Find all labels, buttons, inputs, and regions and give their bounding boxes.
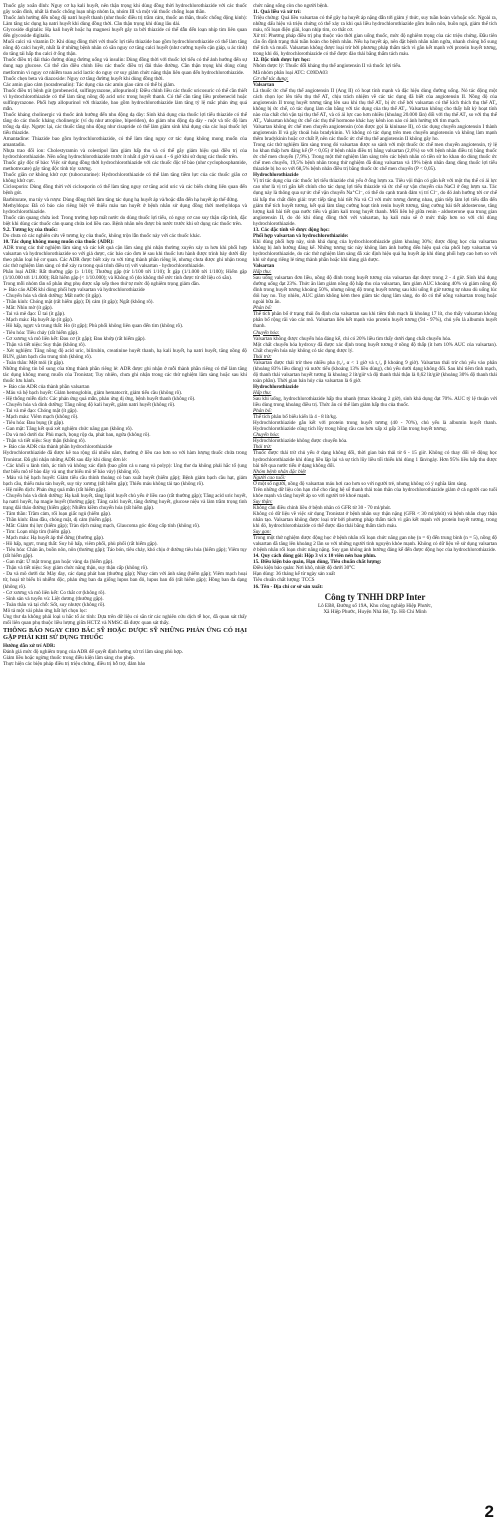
right-column-paragraph: Là thuốc ức chế thụ thể angiotensin II (Ang II) có hoạt tính mạnh và đặc hiệu dùng đường uống. Nó tác động một cách chọn lọc lên tiểu thụ thể AT₁ chịu trách nhiệm về các tác dụng đã biết của angiotensin II. Nồng độ của angiotensin II trong huyết tương tăng lên sau khi thụ thể AT₁ bị ức chế bởi valsartan có thể kích thích thụ thể AT₂ không bị ức chế, có tác dụng làm cân bằng với tác dụng của thụ thể AT₁. Valsartan không cho thấy bất kỳ hoạt tính nào của chất chủ vận tại thụ thể AT₁ và có ái lực cao hơn nhiều (khoảng 20.000 lần) đối với thụ thể AT₁ so với thụ thể AT₂. Valsartan không ức chế các thụ thể hormone khác hay kênh ion nào có ảnh hưởng tới tim mạch. [253, 87, 497, 124]
left-column-paragraph: 9.2. Tương kỵ của thuốc: [3, 226, 58, 233]
left-column-paragraph: - Hô hấp, ngực và trung thất: Ho (ít gặp); Phù phổi không liên quan đến tim (không rõ). [3, 323, 184, 330]
left-column-paragraph: - Xét nghiệm: Tăng nồng độ acid uric, bilirubin, creatinine huyết thanh, hạ kali huyết, hạ natri huyết, tăng nồng độ BUN, giảm bạch cầu trung tính (không rõ). [3, 347, 247, 360]
right-column-paragraph: Nhóm dược lý: Thuốc đối kháng thụ thể angiotensin II và thuốc lợi tiểu. [253, 63, 402, 70]
left-column-paragraph: Ung thư da không phải loại u hắc tố ác tính: Dựa trên dữ liệu có sẵn từ các nghiên cứu dịch tễ học, đã quan sát thấy mối liên quan phụ thuộc liều lượng giữa HCTZ và NMSC đã được quan sát thấy. [3, 613, 247, 626]
left-column-paragraph: Thuốc gây xoắn đỉnh: Nguy cơ hạ kali huyết, nên thận trọng khi dùng đồng thời hydrochlorothiazide với các thuốc gây xoắn đỉnh, nhất là thuốc chống loạn nhịp nhóm Ia, nhóm III và một vài thuốc chống loạn thần. [3, 3, 247, 16]
left-column-paragraph: - Mạch máu: Hạ huyết áp thế đứng (thường gặp). [3, 535, 105, 542]
left-column-paragraph: - Mắt: Giảm thị lực (hiếm gặp); Tràn dịch màng mạch, Glaucoma góc đóng cấp tính (không rõ). [3, 523, 201, 530]
left-column-paragraph: - Tim: Loạn nhịp tim (hiếm gặp). [3, 529, 72, 536]
right-column-paragraph: Hydrochlorothiazide [253, 383, 299, 390]
left-column-paragraph: Hydrochlorothiazide đã được kê toa rộng rãi nhiều năm, thường ở liều cao hơn so với hàm lượng thuốc chứa trong Tronistat. Đã ghi nhận những ADR sau đây khi dùng đơn lẻ: [3, 450, 247, 463]
right-column-paragraph: Valsartan [253, 263, 275, 270]
right-column-paragraph: Thể tích phân bố biểu kiến là 4 - 8 lít/kg. [253, 414, 338, 421]
left-column-paragraph: - Gan mật: Ứ mật trong gan hoặc vàng da (hiếm gặp). [3, 559, 114, 566]
left-column-paragraph: - Thận và tiết niệu: Suy giảm chức năng thận, suy thận cấp (không rõ). [3, 565, 149, 572]
left-column-paragraph: - Các khối u lành tính, ác tính và không xác định (bao gồm cả u nang và polyp): Ung thư da không phải hắc tố (ung thư biểu mô tế bào đáy và ung thư biểu mô tế bào vảy) (không rõ). [3, 462, 247, 475]
left-column-paragraph: ADR trong các thử nghiệm lâm sàng và các kết quả cận lâm sàng ghi nhận thường xuyên xảy ra hơn khi phối hợp valsartan và hydrochlorothiazide so với giả dược, các báo cáo đơn lẻ sau khi thuốc lưu hành được trình bày dưới đây theo phân loại hệ cơ quan. Các ADR được biết xảy ra với từng thành phần riêng lẻ, nhưng chưa được ghi nhận trong các thử nghiệm lâm sàng có thể xảy ra trong quá trình điều trị với valsartan - hydrochlorothiazide. [3, 244, 247, 270]
right-column-paragraph: Thể tích phân bố ở trạng thái ổn định của valsartan sau khi tiêm tĩnh mạch là khoảng 17 lít, cho thấy valsartan không phân bố rộng rãi vào các mô. Valsartan liên kết mạnh vào protein huyết tương (94 - 97%), chủ yếu là albumin huyết thanh. [253, 311, 497, 330]
left-column-paragraph: - Chuyển hóa và dinh dưỡng: Mất nước (ít gặp). [3, 293, 102, 300]
right-column-paragraph: Chuyển hóa: [253, 329, 280, 336]
left-column-paragraph: - Tâm thần: Trầm cảm, rối loạn giấc ngủ (hiếm gặp). [3, 510, 112, 517]
right-column-paragraph: Valsartan được thải trừ theo nhiều pha (t₁/₂ α < 1 giờ và t₁/₂ β khoảng 9 giờ). Valsartan thải trừ chủ yếu vào phân (khoảng 83% liều dùng) và nước tiểu (khoảng 13% liều dùng), chủ yếu dưới dạng không đổi. Sau khi tiêm tĩnh mạch, độ thanh thải valsartan huyết tương là khoảng 2 lít/giờ và độ thanh thải thận là 0,62 lít/giờ (khoảng 30% độ thanh thải toàn phần). Thời gian bán hủy của valsartan là 6 giờ. [253, 359, 497, 384]
right-column-paragraph: Lô EB8, Đường số 19A, Khu công nghiệp Hiệp Phước, [317, 602, 433, 609]
left-column-paragraph: Ciclosporin: Dùng đồng thời với ciclosporin có thể làm tăng nguy cơ tăng acid uric và các biến chứng liên quan đến bệnh gút. [3, 184, 247, 197]
right-column-paragraph: Một chất chuyển hóa hydroxy đã được xác định trong huyết tương ở nồng độ thấp (ít hơn 10% AUC của valsartan). Chất chuyển hóa này không có tác dụng dược lý. [253, 341, 497, 354]
right-column-paragraph: Trong một thử nghiệm được động học ở bệnh nhân rối loạn chức năng gan nhẹ (n = 6) đến trung bình (n = 5), nồng độ valsartan đã tăng lên khoảng 2 lần so với những người tình nguyện khỏe mạnh. Không có dữ liệu về sử dụng valsartan ở bệnh nhân rối loạn chức năng nặng. Suy gan không ảnh hưởng đáng kể đến được động học của hydrochlorothiazide. [253, 535, 497, 554]
right-column-paragraph: Trong các thử nghiệm lâm sàng trong đó valsartan được so sánh với một thuốc ức chế men chuyển angiotensin, tỷ lệ ho khan thấp hơn đáng kể (P < 0,05) ở bệnh nhân điều trị bằng valsartan (2,6%) so với bệnh nhân điều trị bằng thuốc ức chế men chuyển (7,9%). Trong một thử nghiệm lâm sàng trên các bệnh nhân có tiền sử ho khan do dùng thuốc ức chế men chuyển, 19,5% bệnh nhân trong thử nghiệm đã dùng valsartan và 19% bệnh nhân đang dùng thuốc lợi tiểu thiazide bị ho so với 68,5% bệnh nhân điều trị bằng thuốc ức chế men chuyển (P < 0,05). [253, 142, 497, 173]
right-text-column [253, 3, 497, 1503]
left-column-paragraph: - Máu và hệ bạch huyết: Giảm tiểu cầu thỉnh thoảng có ban xuất huyết (hiếm gặp); Bệnh giảm bạch cầu hạt, giảm bạch cầu, thiếu máu tán huyết, suy tủy xương (rất hiếm gặp); Thiếu máu không tái tạo (không rõ). [3, 474, 247, 487]
left-column-paragraph: - Toàn thân và tại chỗ: Sốt, suy nhược (không rõ). [3, 601, 106, 608]
right-column-paragraph: Ở một số người, nồng độ valsartan máu hơi cao hơn so với người trẻ, nhưng không có ý nghĩa lâm sàng. [253, 480, 468, 487]
left-column-paragraph: - Gan mật: Tăng kết quả xét nghiệm chức năng gan (không rõ). [3, 426, 133, 433]
right-column-paragraph: Suy thận: [253, 498, 273, 505]
right-column-paragraph: Hấp thu: [253, 269, 272, 276]
right-column-paragraph: Thải trừ: [253, 353, 272, 360]
left-column-paragraph: Các amin giao cảm (noradrenalin): Tác dụng của các amin giao cảm có thể bị giảm. [3, 81, 176, 88]
left-column-paragraph: Glycoside digitalis: Hạ kali huyết hoặc hạ magnesi huyết gây ra bởi thiazide có thể dẫn đến loạn nhịp tim liên quan đến glycoside digitalis. [3, 27, 247, 40]
left-column-paragraph: - Mạch máu: Viêm mạch (không rõ). [3, 414, 79, 421]
left-column-paragraph: Do chưa có các nghiên cứu về tương kỵ của thuốc, không trộn lẫn thuốc này với các thuốc khác. [3, 232, 202, 239]
left-column-paragraph: - Hô hấp, ngực, trung thất: Suy hô hấp, viêm phổi, phù phổi (rất hiếm gặp). [3, 541, 158, 548]
right-column-paragraph: Cơ chế tác dụng: [253, 75, 289, 82]
right-column-paragraph: Không có dữ liệu về việc sử dụng Tronistat ở bệnh nhân suy thận nặng (GFR < 30 ml/phút) và bệnh nhân chạy thận nhân tạo. Valsartan không được loại trừ bởi phương pháp thẩm tách vì gắn kết mạnh với protein huyết tương, trong khi đó, hydrochlorothiazide có thể được đào thải bằng thẩm tách máu. [253, 510, 497, 530]
right-column-paragraph: Mã nhóm phân loại ATC: C09DA03 [253, 69, 328, 76]
left-column-paragraph: - Hệ thống miễn dịch: Các phản ứng quá mẫn, phản ứng dị ứng, bệnh huyết thanh (không rõ). [3, 396, 196, 403]
left-column-paragraph: Hướng dẫn xử trí ADR: [3, 642, 56, 649]
left-column-paragraph: - Thần kinh: Chóng mặt (rất hiếm gặp); Dị cảm (ít gặp); Ngất (không rõ). [3, 299, 154, 306]
left-column-paragraph: 10. Tác dụng không mong muốn của thuốc (ADR): [3, 238, 114, 245]
left-column-paragraph: ➢ Báo cáo ADR của thành phần valsartan [3, 384, 247, 390]
right-column-paragraph: Triệu chứng: Quá liều valsartan có thể gây hạ huyết áp nặng dẫn tới giảm ý thức, suy tuần hoàn và/hoặc sốc. Ngoài ra, những dấu hiệu và triệu chứng có thể xảy ra khi quá liều hydrochlorothiazide gồm buồn nôn, buồn ngủ, giảm thể tích máu, rối loạn điện giải, loạn nhịp tim, co thắt cơ. [253, 15, 497, 34]
right-column-paragraph: Trên những dữ liệu còn hạn chế cho rằng hệ số thanh thải toàn thân của hydrochlorothiazide giảm ở cả người cao tuổi khỏe mạnh và tăng huyết áp so với người trẻ khoẻ mạnh. [253, 486, 497, 499]
right-column-paragraph: Chuyển hóa: [253, 432, 280, 439]
right-column-paragraph: Hydrochlorothiazide không được chuyển hóa. [253, 438, 348, 445]
left-column-paragraph: - Da và mô dưới da: Phù mạch, bọng rộp da, phát ban, ngứa (không rõ). [3, 432, 151, 439]
left-column-paragraph: Thực hiện các biện pháp điều trị triệu chứng, điều trị hỗ trợ, đảm bảo [3, 660, 146, 667]
left-column-paragraph: Thuốc điều trị đái tháo đường dùng đường uống và insulin: Dùng đồng thời với thuốc lợi tiểu có thể ảnh hưởng đến sự dung nạp glucose. Có thể cần điều chỉnh liều các thuốc điều trị đái tháo đường. Cần thận trọng khi dùng cùng metformin vì nguy cơ nhiễm toan acid lactic do nguy cơ suy giảm chức năng thận liên quan đến hydrochlorothiazide. [3, 57, 247, 76]
page-number: 2 [484, 1502, 494, 1521]
right-column-paragraph: Sau uống valsartan đơn liều, nồng độ đỉnh trong huyết tương của valsartan đạt được trong 2 - 4 giờ. Sinh khả dụng đường uống đạt 23%. Thức ăn làm giảm nồng độ hấp thu của valsartan, làm giảm AUC khoảng 40% và giảm nồng độ đỉnh trong huyết tương khoảng 50%, nhưng nồng độ trong huyết tương sau khi uống 8 giờ tương tự nhau dù uống lúc đói hay no. Tuy nhiên, AUC giảm không kèm theo giảm tác dụng lâm sàng, do đó có thể uống valsartan trong hoặc ngoài bữa ăn. [253, 275, 497, 306]
right-column-paragraph: Thải trừ: [253, 444, 272, 451]
left-column-paragraph: Barbiturate, ma túy và rượu: Dùng đồng thời làm tăng tác dụng hạ huyết áp và/hoặc dẫn đến hạ huyết áp thế đứng. [3, 196, 239, 203]
left-column-paragraph: Thuốc cản quang chứa iod: Trong trường hợp mất nước do dùng thuốc lợi tiểu, có nguy cơ cao suy thận cấp tính, đặc biệt khi dùng các thuốc cản quang chứa iod liều cao. Bệnh nhân nên được bù nước trước khi sử dụng các thuốc trên. [3, 214, 247, 227]
right-column-paragraph: Suy gan: [253, 529, 272, 536]
left-column-paragraph: - Toàn thân: Mệt mỏi (ít gặp). [3, 359, 65, 366]
right-column-paragraph: Không cần điều chỉnh liều ở bệnh nhân có GFR từ 30 - 70 ml/phút. [253, 504, 392, 511]
right-column-paragraph: Xã Hiệp Phước, Huyện Nhà Bè, Tp. Hồ Chí Minh [323, 608, 427, 615]
right-column-paragraph: Điều kiện bảo quản: Nơi khô, nhiệt độ dưới 30°C [253, 565, 355, 572]
left-column-paragraph: Thuốc chẹn beta và diazoxide: Nguy cơ tăng đường huyết khi dùng đồng thời. [3, 75, 164, 82]
left-column-paragraph: Amantadine: Thiazide bao gồm hydrochlorothiazide, có thể làm tăng nguy cơ tác dụng không mong muốn của amantadin. [3, 136, 247, 149]
right-column-paragraph: 11. Quá liều và xử trí: [253, 9, 301, 16]
right-column-paragraph: Phân bố: [253, 305, 272, 312]
left-column-paragraph: Methyldopa: Đã có báo cáo riêng biệt về thiếu máu tan huyết ở bệnh nhân sử dụng đồng thời methyldopa và hydrochlorothiazide. [3, 202, 247, 215]
right-column-paragraph: Công ty TNHH DRP Inter [324, 591, 426, 602]
left-column-paragraph: - Máu và hệ bạch huyết: Giảm hemoglobin, giảm hematocrit, giảm tiểu cầu (không rõ). [3, 390, 183, 396]
right-column-paragraph: Phân bố: [253, 408, 272, 415]
left-column-paragraph: - Hệ miễn dịch: Phản ứng quá mẫn (rất hiếm gặp). [3, 486, 107, 493]
right-column-paragraph: Hạn dùng: 36 tháng kể từ ngày sản xuất [253, 571, 335, 578]
left-column-paragraph: Trong mỗi nhóm tần số phân ứng phụ được sắp xếp theo thứ tự mức độ nghiêm trọng giảm dần. [3, 281, 200, 288]
left-column-paragraph: - Mắt: Nhìn mờ (ít gặp). [3, 305, 53, 312]
right-column-paragraph: Vị trí tác dụng của các thuốc lợi tiểu thiazide chủ yếu ở ống lượn xa. Tiêu vội thận có gắn kết với một thụ thể có ái lực cao như là vị trí gắn kết chính cho tác dụng lợi tiểu thiazide và ức chế sự vận chuyển của NaCl ở ống lượn xa. Tác dụng này là thông qua sự ức chế vận chuyển Na⁺Cl⁻, có thể do cạnh tranh đảm vị trí Cl⁻, do đó ảnh hưởng tới cơ chế tái hấp thu chất điện giải: trực tiếp tăng bài tiết Na và Cl với mức tương đương nhau, gián tiếp làm lợi tiểu dẫn đến giảm thể tích huyết tương, kết quả làm tăng cường hoạt tính renin huyết tương, tăng cường bài tiết aldosterone, tăng lượng kali bài tiết qua nước tiểu và giảm kali trong huyết thanh. Mối liên hệ giữa renin - aldosterone qua trung gian angiotensin II, do đó khi dùng đồng thời với valsartan, hạ kali máu sẽ ở mức thấp hơn so với chỉ dùng hydrochlorothiazide. [253, 178, 497, 227]
right-column-paragraph: Hấp thu: [253, 390, 272, 396]
left-column-paragraph: - Tiêu hóa: Đau bụng (ít gặp). [3, 420, 65, 427]
right-column-paragraph: Phối hợp valsartan và hydrochlorothiazide: [253, 232, 349, 239]
left-column-paragraph: - Chuyển hóa và dinh dưỡng: Hạ kali huyết, tăng lipid huyết chủ yếu ở liều cao (rất thường gặp); Tăng acid uric huyết, hạ natri huyết, hạ magie huyết (thường gặp); Tăng calci huyết, tăng đường huyết, glucose niệu và làm trầm trọng tình trạng đái tháo đường (hiếm gặp); Nhiễm kiềm chuyển hóa (rất hiếm gặp). [3, 492, 247, 511]
left-column-paragraph: Thuốc gây độc tế bào: Việc sử dụng đồng thời hydrochlorothiazide với các thuốc độc tế bào (như cyclophosphamide, methotrexate) gây tăng độc tính tủy xương. [3, 160, 247, 173]
right-column-paragraph: Hydrochlorothiazide [253, 172, 299, 179]
left-column-paragraph: Thuốc kháng cholinergic và thuốc ảnh hưởng đến nhu động dạ dày: Sinh khả dụng của thuốc lợi tiểu thiazide có thể tăng do các thuốc kháng cholinergic (ví dụ như atropine, biperiden), do giảm nhu động dạ dày - ruột và tốc độ làm trống dạ dày. Ngược lại, các thuốc tăng nhu động như cisapride có thể làm giảm sinh khả dụng của các loại thuốc lợi tiểu thiazide. [3, 111, 247, 136]
left-column-paragraph: THÔNG BÁO NGAY CHO BÁC SỸ HOẶC DƯỢC SỸ NHỮNG PHẢN ỨNG CÓ HẠI GẶP PHẢI KHI SỬ DỤNG THUỐC [3, 626, 247, 642]
left-column-paragraph: - Da và mô dưới da: Mày đay, các dạng phát ban (thường gặp); Nhạy cảm với ánh sáng (hiếm gặp); Viêm mạch hoại tử, hoại tử biểu bì nhiễm độc, phản ứng ban da giống lupus ban đỏ, lupus ban đỏ (rất hiếm gặp); Hồng ban đa dạng (không rõ). [3, 571, 247, 590]
right-column-paragraph: 15. Điều kiện bảo quản, Hạn dùng, Tiêu chuẩn chất lượng: [253, 559, 382, 566]
right-column-paragraph: Sau khi uống, hydrochlorothiazide hấp thu nhanh (tmax khoảng 2 giờ), sinh khả dụng đạt 70%. AUC tỷ lệ thuận với liều dùng trong khoảng điều trị. Thức ăn có thể làm giảm hấp thu của thuốc. [253, 396, 497, 409]
right-column-paragraph: chức năng sống còn cho người bệnh. [253, 3, 329, 9]
right-column-paragraph: Valsartan không ức chế men chuyển angiotensin (còn được gọi là kininase II), có tác dụng chuyển angiotensin I thành angiotensin II và gây thoái hóa bradykinin. Vì không có tác dụng trên men chuyển angiotensin và không làm mạnh thêm bradykinin hoặc cơ chất P, nên các thuốc ức chế thụ thể angiotensin II không gây ho. [253, 123, 497, 143]
left-column-paragraph: Nhựa trao đổi ion: Cholestyramin và colestipol làm giảm hấp thu và có thể gây giảm hiệu quả điều trị của hydrochlorothiazide. Nên uống hydrochlorothiazide trước ít nhất 4 giờ và sau 4 - 6 giờ khi sử dụng các thuốc trên. [3, 148, 247, 161]
left-column-paragraph: - Cơ xương và mô liên kết: Đau cơ (ít gặp); Đau khớp (rất hiếm gặp). [3, 335, 146, 342]
right-column-paragraph: Xử trí: Phương pháp điều trị phụ thuộc vào thời gian uống thuốc, mức độ nghiêm trọng của các triệu chứng. Đầu tiên cần ổn định trạng thái tuần hoàn cho bệnh nhân. Nếu hạ huyết áp, nên đặt bệnh nhân nằm ngửa, nhanh chóng bổ sung thể tích và muối. Valsartan không được loại trừ bởi phương pháp thẩm tách vì gắn kết mạnh với protein huyết tương, trong khi đó, hydrochlorothiazide có thể được đào thải bằng thẩm tách máu. [253, 33, 497, 58]
left-column-paragraph: - Tiêu hóa: Chán ăn, buồn nôn, nôn (thường gặp); Táo bón, tiêu chảy, khó chịu ở đường tiêu hóa (hiếm gặp); Viêm tụy (rất hiếm gặp). [3, 547, 247, 560]
right-column-paragraph: Tiêu chuẩn chất lượng: TCCS [253, 577, 315, 584]
left-column-paragraph: - Sinh sản và tuyến vú: Liệt dương (thường gặp). [3, 595, 104, 602]
right-column-paragraph: Khi dùng phối hợp này, sinh khả dụng của hydrochlorothiazide giảm khoảng 30%; được động học của valsartan không bị ảnh hưởng đáng kể. Những tương tác này không làm ảnh hưởng đến hiệu quả của phối hợp valsartan và hydrochlorothiazide, do các thử nghiệm lâm sàng đã xác định hiệu quả hạ huyết áp khi dùng phối hợp cao hơn so với khi sử dụng riêng lẻ từng thành phần hoặc khi dùng giả dược. [253, 238, 497, 263]
right-column-paragraph: 14. Quy cách đóng gói: Hộp 3 vỉ x 10 viên nén bao phim. [253, 553, 377, 560]
left-column-paragraph: - Tai và mê đạo: Chóng mặt (ít gặp). [3, 408, 78, 415]
right-column-paragraph: Valsartan không được chuyển hóa đáng kể, chỉ có 20% liều tìm thấy dưới dạng chất chuyển hóa. [253, 335, 452, 342]
right-column-paragraph: 16. Tên - Địa chỉ cơ sở sản xuất: [253, 583, 324, 590]
left-column-paragraph: Phân loại ADR: Rất thường gặp (≥ 1/10); Thường gặp (từ 1/100 tới 1/10); Ít gặp (1/1.000 tới 1/100); Hiếm gặp (1/10.000 tới 1/1.000); Rất hiếm gặp (< 1/10.000); và Không rõ (do không thể ước tính được từ dữ liệu có sẵn). [3, 269, 247, 282]
left-column-paragraph: - Tai và mê đạo: Ù tai (ít gặp). [3, 311, 66, 318]
left-column-paragraph: ➢ Báo cáo ADR khi dùng phối hợp valsartan và hydrochlorothiazide [3, 287, 247, 293]
right-column-paragraph: 12. Đặc tính dược lực học: [253, 57, 311, 64]
left-column-paragraph: - Thần kinh: Đau đầu, chóng mặt, dị cảm (hiếm gặp). [3, 516, 113, 523]
left-column-paragraph: Thuốc ảnh hưởng đến nồng độ natri huyết thanh (như thuốc điều trị trầm cảm, thuốc an thần, thuốc chống động kinh): Làm tăng tác dụng hạ natri huyết khi dùng đồng thời. Cần thận trọng khi dùng lâu dài. [3, 15, 247, 28]
left-column-paragraph: - Mạch máu: Hạ huyết áp (ít gặp). [3, 317, 73, 324]
left-column-paragraph: Những thông tin bổ sung của từng thành phần riêng lẻ: ADR được ghi nhận ở mỗi thành phần riêng có thể làm tăng tác dụng không mong muốn của Tronistat; Tuy nhiên, chưa ghi nhận trong các thử nghiệm lâm sàng hoặc sau khi thuốc lưu hành. [3, 365, 247, 384]
left-column-paragraph: ➢ Báo cáo ADR của thành phần hydrochlorothiazide [3, 444, 247, 450]
right-column-paragraph: Người cao tuổi: [253, 474, 286, 481]
right-column-paragraph: Thuốc được thải trừ chủ yếu ở dạng không đổi, thời gian bán thải từ 6 - 15 giờ. Không có thay đổi về động học hydrochlorothiazide khi dùng liều lặp lại và sự tích lũy liều tối thiểu khi dùng 1 lần/ngày. Hơn 95% liều hấp thu được bài tiết qua nước tiểu ở dạng không đổi. [253, 450, 497, 469]
left-column-paragraph: Thuốc điều trị bệnh gút (probenecid, sulfinpyrazone, allopurinol): Điều chỉnh liều các thuốc uricosuric có thể cần thiết vì hydrochlorothiazide có thể làm tăng nồng độ acid uric trong huyết thanh. Có thể cần tăng liều probenecid hoặc sulfinpyrazone. Phối hợp allopurinol với thiazide, bao gồm hydrochlorothiazide làm tăng tỷ lệ mắc phản ứng quá mẫn. [3, 87, 247, 112]
left-column-paragraph: Đánh giá mức độ nghiêm trọng của ADR để quyết định hướng xử trí lâm sàng phù hợp. [3, 648, 183, 655]
right-column-paragraph: Nhóm bệnh nhân đặc biệt [253, 468, 306, 475]
left-column-paragraph: Mô tả một vài phản ứng bất lợi chọn lọc: [3, 607, 88, 614]
right-column-paragraph: Valsartan [253, 81, 275, 88]
right-column-paragraph: 13. Các đặc tính về dược động học: [253, 226, 330, 233]
left-column-paragraph: - Tiêu hóa: Tiêu chảy (rất hiếm gặp). [3, 329, 79, 336]
left-column-paragraph: Giảm liều hoặc ngừng thuốc trong điều kiện lâm sàng cho phép. [3, 654, 135, 661]
left-column-paragraph: Muối calci và vitamin D: Khi dùng đồng thời với thuốc lợi tiểu thiazide bao gồm hydrochlorothiazide có thể làm tăng nồng độ calci huyết, nhất là ở những bệnh nhân có sẵn nguy cơ tăng calci huyết (như cường tuyến cận giáp, u ác tính) do tăng tái hấp thu calci ở ống thận. [3, 39, 247, 58]
left-column-paragraph: Thuốc giãn cơ không khử cực (tubocurarine): Hydrochlorothiazide có thể làm tăng tiềm lực của các thuốc giãn cơ không khử cực. [3, 172, 247, 185]
left-column-paragraph: - Cơ xương và mô liên kết: Co thắt cơ (không rõ). [3, 589, 106, 596]
right-column-paragraph: Hydrochlorothiazide gắn kết với protein trong huyết tương (40 - 70%), chủ yếu là albumin huyết thanh. Hydrochlorothiazide cũng tích lũy trong hồng cầu cao hơn xấp xỉ gấp 3 lần trong huyết tương. [253, 420, 497, 433]
left-column-paragraph: - Chuyển hóa và dinh dưỡng: Tăng nồng độ kali huyết, giảm natri huyết (không rõ). [3, 402, 176, 409]
left-column-paragraph: - Thận và tiết niệu: Suy thận (không rõ). [3, 438, 86, 445]
left-column-paragraph: - Thận và tiết niệu: Suy thận (không rõ). [3, 341, 86, 348]
left-text-column [3, 3, 247, 1503]
